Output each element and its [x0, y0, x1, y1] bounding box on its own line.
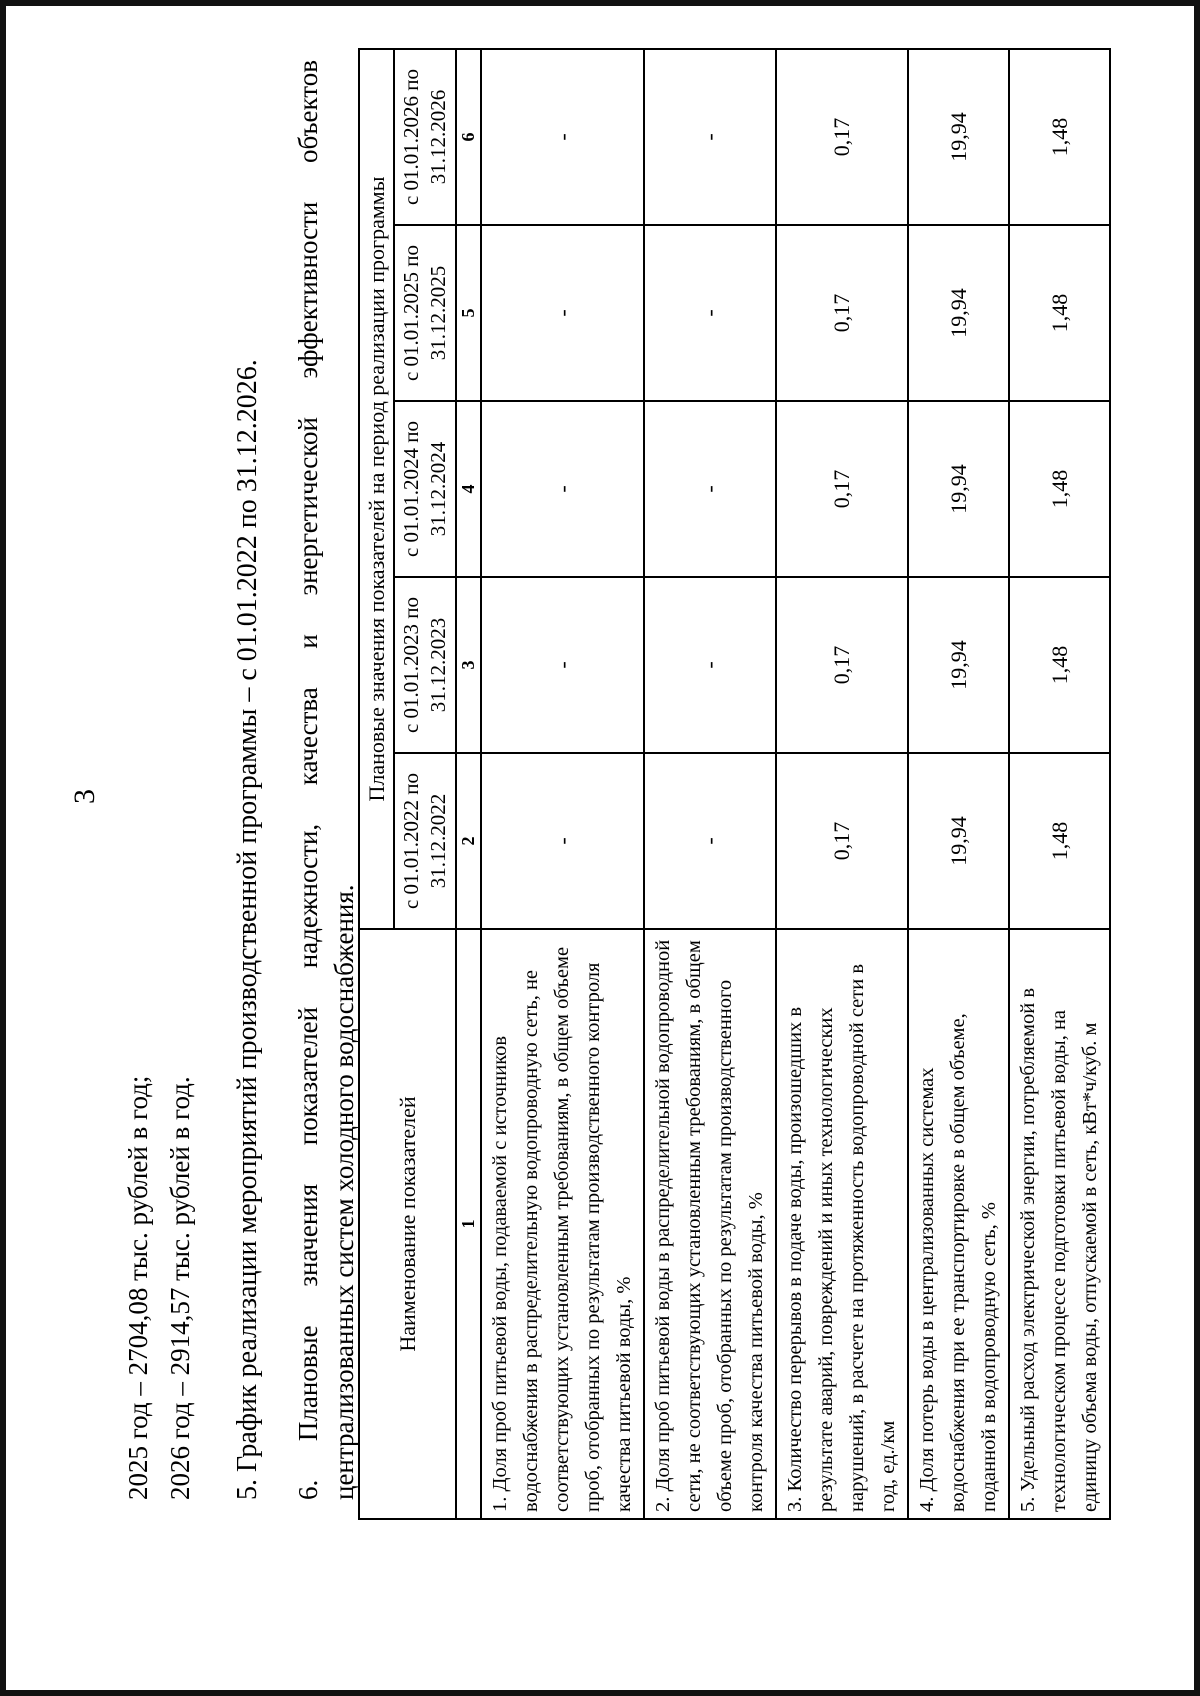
indicator-value: - — [644, 49, 776, 225]
table-row — [481, 49, 644, 1519]
indicator-value: - — [481, 225, 644, 401]
indicator-value: - — [644, 577, 776, 753]
table-row — [1009, 49, 1110, 1519]
word: энергетической — [293, 417, 323, 596]
word: эффективности — [293, 201, 323, 379]
column-number: 1 — [456, 929, 481, 1519]
word: 6. — [293, 1479, 323, 1500]
table-row — [644, 49, 776, 1519]
indicator-value: - — [481, 577, 644, 753]
section-6-second-line: централизованных систем холодного водоснабжения. — [329, 884, 359, 1500]
word: объектов — [293, 60, 323, 163]
column-number: 5 — [456, 225, 481, 401]
word: показателей — [293, 1006, 323, 1146]
word: значения — [293, 1183, 323, 1287]
indicator-value: 19,94 — [908, 753, 1009, 929]
cost-2025-line: 2025 год – 2704,08 тыс. рублей в год; — [123, 1075, 153, 1500]
indicator-value: 1,48 — [1009, 49, 1110, 225]
section-6-first-line — [290, 60, 326, 1500]
indicator-value: 1,48 — [1009, 225, 1110, 401]
indicator-value: 1,48 — [1009, 753, 1110, 929]
header-period: с 01.01.2025 по 31.12.2025 — [394, 225, 456, 401]
section-5-heading: 5. График реализации мероприятий производственной программы – с 01.01.2022 по 31.12.2026. — [232, 359, 263, 1500]
header-indicator-name: Наименование показателей — [359, 929, 456, 1519]
indicator-value: 19,94 — [908, 401, 1009, 577]
column-number: 2 — [456, 753, 481, 929]
indicator-value: 0,17 — [776, 225, 908, 401]
indicator-name: 5. Удельный расход электрической энергии, потребляемой в технологическом процессе подготовки питьевой воды, на единицу объема воды, отпускаемой в сеть, кВт*ч/куб. м — [1009, 929, 1110, 1519]
word: Плановые — [293, 1325, 323, 1442]
word: и — [293, 634, 323, 649]
indicator-value: - — [644, 753, 776, 929]
document-page — [28, 20, 1158, 1640]
indicator-value: 19,94 — [908, 577, 1009, 753]
indicator-name: 4. Доля потерь воды в централизованных системах водоснабжения при ее транспортировке в общем объеме, поданной в водопроводную сеть, % — [908, 929, 1009, 1519]
header-period: с 01.01.2022 по 31.12.2022 — [394, 753, 456, 929]
column-number: 3 — [456, 577, 481, 753]
cost-2026-line: 2026 год – 2914,57 тыс. рублей в год. — [165, 1076, 195, 1500]
indicator-value: 19,94 — [908, 225, 1009, 401]
indicator-value: - — [481, 49, 644, 225]
indicator-value: - — [644, 225, 776, 401]
indicators-table — [358, 48, 1111, 1520]
indicator-value: - — [481, 401, 644, 577]
indicator-value: 0,17 — [776, 49, 908, 225]
indicator-value: - — [481, 753, 644, 929]
column-number: 4 — [456, 401, 481, 577]
table-row — [776, 49, 908, 1519]
header-plan-values: Плановые значения показателей на период реализации программы — [359, 49, 394, 929]
indicator-name: 2. Доля проб питьевой воды в распределительной водопроводной сети, не соответствующих установленным требованиям, в общем объеме проб, отобранных по результатам производственного контроля качества питьевой воды, % — [644, 929, 776, 1519]
header-period: с 01.01.2024 по 31.12.2024 — [394, 401, 456, 577]
word: надежности, — [293, 823, 323, 969]
section-6-heading — [290, 60, 362, 1500]
indicator-value: 0,17 — [776, 753, 908, 929]
indicator-value: 0,17 — [776, 577, 908, 753]
indicator-value: 1,48 — [1009, 577, 1110, 753]
header-period: с 01.01.2023 по 31.12.2023 — [394, 577, 456, 753]
indicator-value: - — [644, 401, 776, 577]
column-number: 6 — [456, 49, 481, 225]
page-number: 3 — [68, 789, 101, 804]
indicator-name: 3. Количество перерывов в подаче воды, произошедших в результате аварий, повреждений и иных технологических нарушений, в расчете на протяженность водопроводной сети в год, ед./км — [776, 929, 908, 1519]
indicator-value: 1,48 — [1009, 401, 1110, 577]
indicator-value: 0,17 — [776, 401, 908, 577]
indicator-value: 19,94 — [908, 49, 1009, 225]
header-period: с 01.01.2026 по 31.12.2026 — [394, 49, 456, 225]
indicator-name: 1. Доля проб питьевой воды, подаваемой с источников водоснабжения в распределительную водопроводную сеть, не соответствующих установленным требованиям, в общем объеме проб, отобранных по результатам производственного контроля качества питьевой воды, % — [481, 929, 644, 1519]
table-row — [908, 49, 1009, 1519]
word: качества — [293, 687, 323, 786]
